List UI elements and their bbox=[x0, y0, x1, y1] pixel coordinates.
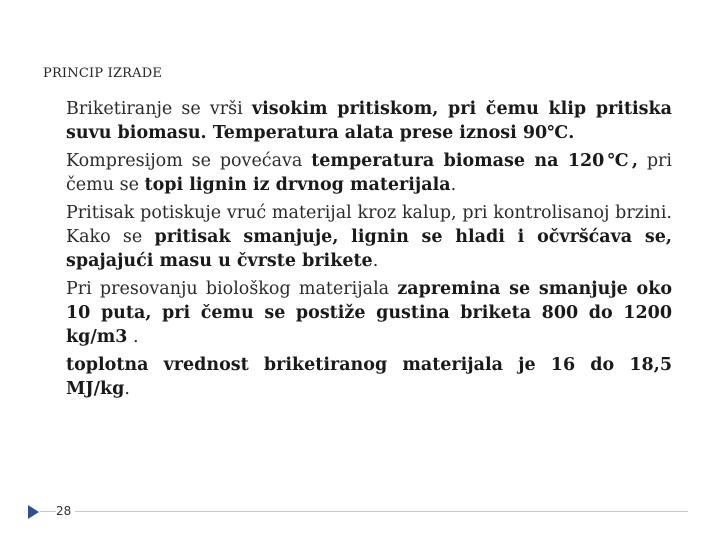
bullet-item-4 bbox=[40, 277, 672, 349]
slide-footer bbox=[28, 502, 688, 520]
bullet-plain-text: Kompresijom se povećava bbox=[66, 151, 312, 171]
bullet-bold-text: toplotna vrednost briketiranog materijala je 16 do 18,5 MJ/kg bbox=[66, 355, 672, 399]
bullet-item-5 bbox=[40, 353, 672, 401]
bullet-text bbox=[66, 353, 672, 401]
bullet-bold-text: visokim pritiskom, pri čemu klip pritiska suvu biomasu. Temperatura alata prese iznosi 90℃. bbox=[66, 99, 672, 143]
bullet-plain-text: pri čemu se bbox=[66, 151, 672, 195]
bullet-plain-text: . bbox=[124, 379, 130, 399]
bullet-item-2 bbox=[40, 149, 672, 197]
page-number: 28 bbox=[56, 504, 75, 518]
footer-arrow-icon bbox=[28, 505, 39, 519]
bullet-bold-text: zapremina se smanjuje oko 10 puta, pri čemu se postiže gustina briketa 800 do 1200 kg/m3 bbox=[66, 279, 672, 347]
bullet-plain-text: Pritisak potiskuje vruć materijal kroz kalup, pri kontrolisanoj brzini. Kako se bbox=[66, 203, 672, 247]
bullet-bold-text: pritisak smanjuje, lignin se hladi i očvršćava se, spajajući masu u čvrste brikete bbox=[66, 227, 672, 271]
bullet-plain-text: . bbox=[450, 175, 457, 195]
bullet-item-1 bbox=[40, 97, 672, 145]
bullet-text bbox=[66, 149, 672, 197]
bullet-text bbox=[66, 97, 672, 145]
bullet-bold-text: topi lignin iz drvnog materijala bbox=[144, 175, 451, 195]
bullet-text bbox=[66, 201, 672, 273]
bullet-item-3 bbox=[40, 201, 672, 273]
footer-divider bbox=[40, 511, 688, 512]
bullet-bold-text: temperatura biomase na 120℃, bbox=[311, 151, 638, 171]
bullet-text bbox=[66, 277, 672, 349]
bullet-list bbox=[40, 97, 672, 405]
slide-title: PRINCIP IZRADE bbox=[43, 66, 163, 81]
bullet-plain-text: Briketiranje se vrši bbox=[66, 99, 252, 119]
bullet-plain-text: . bbox=[372, 251, 379, 271]
bullet-plain-text: . bbox=[127, 327, 139, 347]
bullet-plain-text: Pri presovanju biološkog materijala bbox=[66, 279, 398, 299]
